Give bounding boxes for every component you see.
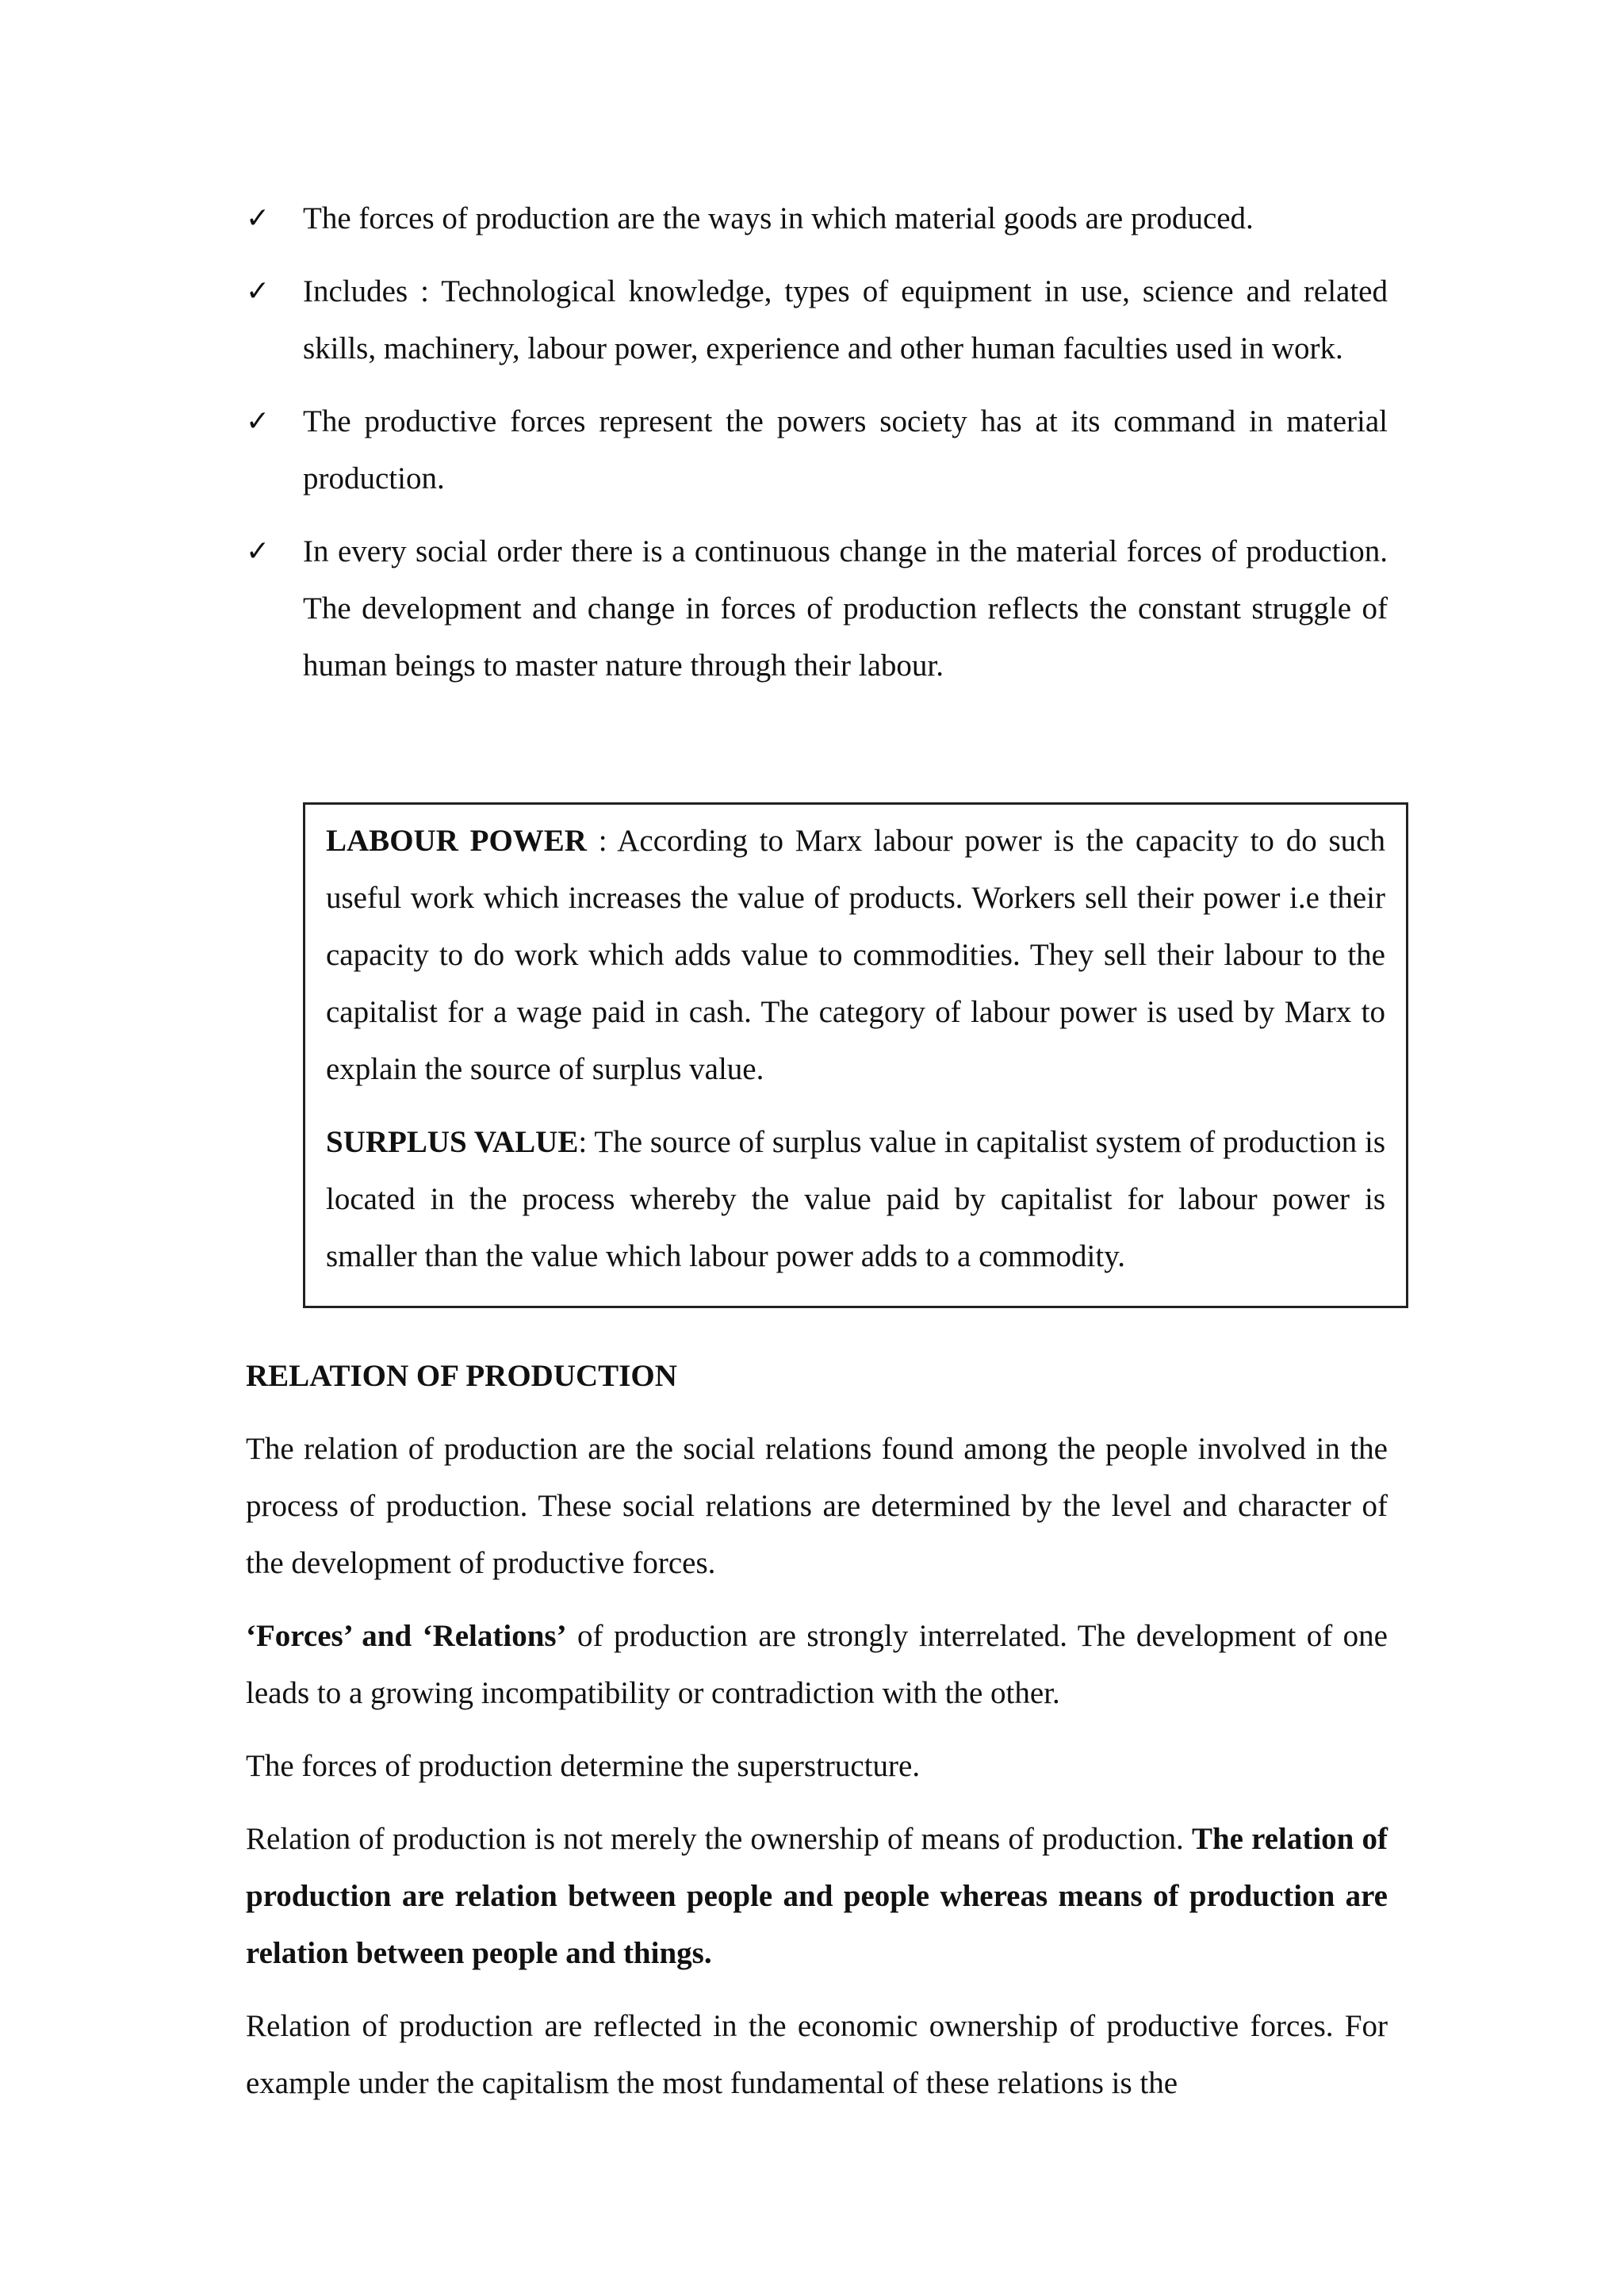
bullet-text: Includes : Technological knowledge, types of equipment in use, science and related skills, machinery, labour power, experience and other human faculties used in work.: [303, 274, 1388, 365]
surplus-value-term: SURPLUS VALUE: [326, 1125, 579, 1159]
bullet-item: [246, 190, 1388, 247]
bullet-text: In every social order there is a continuous change in the material forces of production. The development and change in forces of production reflects the constant struggle of human beings to master nature through their labour.: [303, 534, 1388, 683]
definition-box: [303, 802, 1408, 1308]
surplus-value-text: : The source of surplus value in capitalist system of production is located in the process whereby the value paid by capitalist for labour power is smaller than the value which labour power adds to a commodity.: [326, 1125, 1386, 1273]
paragraph-bold: ‘Forces’ and ‘Relations’: [246, 1619, 567, 1653]
paragraph-text: Relation of production is not merely the ownership of means of production.: [246, 1822, 1192, 1856]
section-heading: RELATION OF PRODUCTION: [246, 1359, 677, 1393]
section-body: [246, 1421, 1388, 2128]
labour-power-definition: [326, 813, 1385, 1098]
check-icon: ✓: [246, 275, 270, 308]
labour-power-term: LABOUR POWER: [326, 824, 587, 858]
paragraph: The relation of production are the social relations found among the people involved in the process of production. These social relations are determined by the level and character of the development of productive forces.: [246, 1432, 1388, 1580]
paragraph: The forces of production determine the superstructure.: [246, 1749, 921, 1783]
paragraph-bold: The relation of production are relation between people and people whereas means of production are relation between people and things.: [246, 1822, 1388, 1970]
bullet-item: [246, 523, 1388, 695]
bullet-text: The productive forces represent the powers society has at its command in material production.: [303, 404, 1388, 496]
labour-power-text: : According to Marx labour power is the capacity to do such useful work which increases the value of products. Workers sell their power i.e their capacity to do work which adds value to commodities. They sell their labour to the capitalist for a wage paid in cash. The category of labour power is used by Marx to explain the source of surplus value.: [326, 824, 1385, 1086]
surplus-value-definition: [326, 1114, 1385, 1285]
check-icon: ✓: [246, 202, 270, 235]
paragraph: [246, 1608, 1388, 1722]
paragraph: [246, 1811, 1388, 1982]
paragraph-text: of production are strongly interrelated. The development of one leads to a growing incompatibility or contradiction with the other.: [246, 1619, 1388, 1710]
check-icon: ✓: [246, 535, 270, 568]
bullet-item: [246, 263, 1388, 377]
bullet-list: [246, 190, 1388, 710]
bullet-item: [246, 393, 1388, 507]
paragraph: Relation of production are reflected in the economic ownership of productive forces. For example under the capitalism the most fundamental of these relations is the: [246, 2009, 1388, 2100]
bullet-text: The forces of production are the ways in which material goods are produced.: [303, 201, 1254, 235]
check-icon: ✓: [246, 405, 270, 438]
